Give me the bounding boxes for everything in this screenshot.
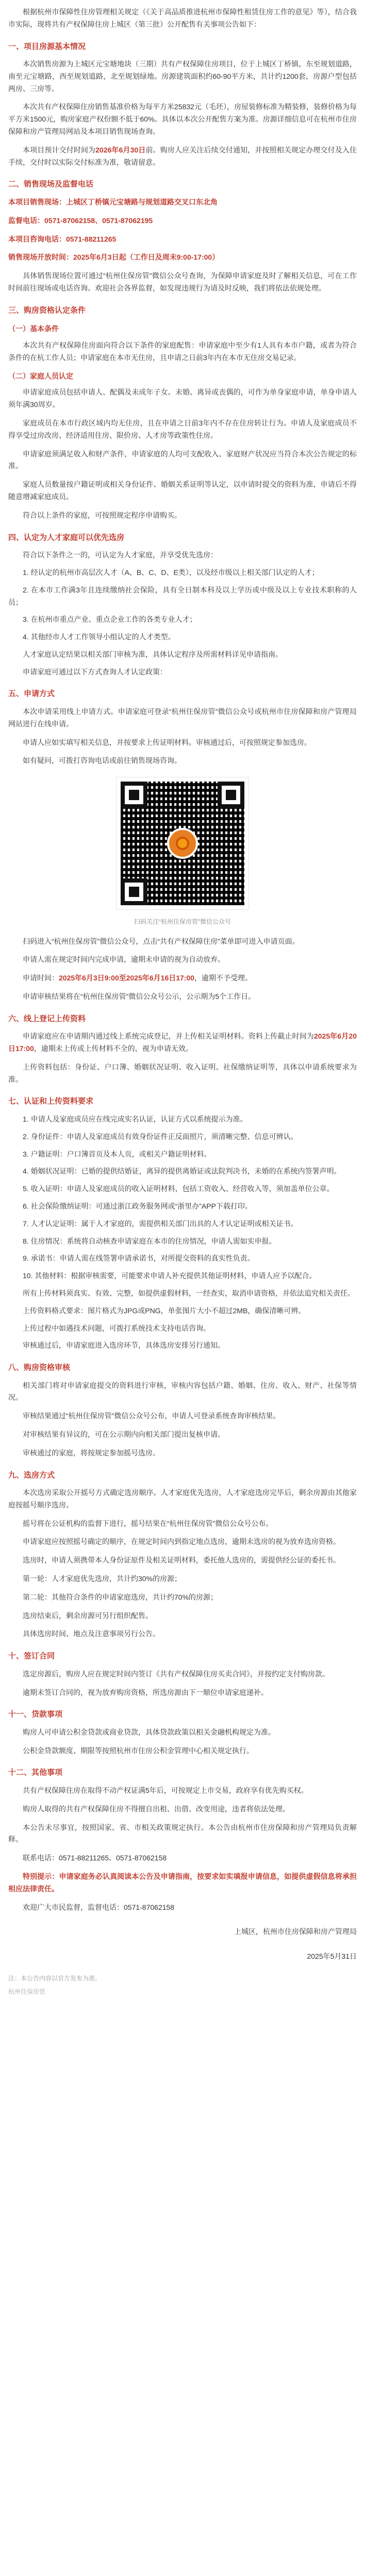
contract-paragraph-2: 逾期未签订合同的，视为放弃购房资格，所选房源由下一顺位申请家庭递补。 xyxy=(23,1688,268,1697)
other-paragraph-6: 欢迎广大市民监督，监督电话：0571-87062158 xyxy=(23,1903,175,1911)
section-title-sales: 二、销售现场及监督电话 xyxy=(8,180,94,189)
selection-paragraph-1: 本次选房采取公开摇号方式确定选房顺序。人才家庭优先选房，人才家庭选房完毕后，剩余房源由其他家庭按摇号顺序选房。 xyxy=(8,1488,357,1509)
qr-after-paragraph: 扫码进入“杭州住保房管”微信公众号，点击“共有产权保障住房”菜单即可进入申请页面。 xyxy=(23,937,300,945)
selection-paragraph-6: 具体选房时间、地点及注意事项另行公告。 xyxy=(23,1630,160,1638)
requirement-item: 2. 身份证件：申请人及家庭成员有效身份证件正反面照片，须清晰完整、信息可辨认。 xyxy=(23,1132,298,1141)
section-title-apply: 五、申请方式 xyxy=(8,689,55,699)
eligibility-paragraph-2: 申请家庭成员包括申请人、配偶及未成年子女。未婚、离异或丧偶的，可作为单身家庭申请，单身申请人须年满30周岁。 xyxy=(8,388,357,409)
qr-code-wrapper xyxy=(8,777,357,909)
project-paragraph-2: 本次共有产权保障住房销售基准价格为每平方米25832元（毛坯），房屋装修标准为精装修，装修价格为每平方米1500元，购房家庭产权份额不低于60%。具体以本次公开配售方案为准。房源详细信息可在杭州市住房保障和房产管理局网站及本项目销售现场查询。 xyxy=(8,103,357,136)
requirement-paragraph: 上传过程中如遇技术问题，可拨打系统技术支持电话咨询。 xyxy=(23,1324,210,1332)
apply-time-highlight: 2025年6月3日9:00至2025年6月16日17:00 xyxy=(59,974,195,982)
section-title-upload: 六、线上登记上传资料 xyxy=(8,1014,86,1023)
talent-paragraph-3: 申请家庭可通过以下方式查询人才认定政策： xyxy=(23,667,167,676)
eligibility-paragraph-3: 家庭成员在本市行政区域内均无住房，且在申请之日前3年内不存在住房转让行为。申请人及家庭成员不得享受过房改房、经济适用住房、限价房、人才房等政策性住房。 xyxy=(8,419,357,439)
loan-paragraph-2: 公积金贷款额度、期限等按照杭州市住房公积金管理中心相关规定执行。 xyxy=(23,1746,254,1755)
sales-open-time: 销售现场开放时间：2025年6月3日起（工作日及周末9:00-17:00） xyxy=(8,253,220,262)
review-paragraph-2: 审核结果通过“杭州住保房管”微信公众号公布，申请人可登录系统查询审核结果。 xyxy=(23,1412,280,1420)
requirement-item: 10. 其他材料：根据审核需要，可能要求申请人补充提供其他证明材料，申请人应予以配合。 xyxy=(23,1272,317,1280)
upload-paragraph-1: 申请家庭应在申请期内通过线上系统完成登记，并上传相关证明材料。资料上传截止时间为2025年6月20日17:00，逾期未上传或上传材料不全的，视为申请无效。 xyxy=(8,1032,357,1053)
signature-date: 2025年5月31日 xyxy=(307,1952,357,1961)
delivery-date-highlight: 2026年6月30日 xyxy=(95,145,146,154)
sales-location: 本项目销售现场：上城区丁桥镇元宝塘路与规划道路交叉口东北角 xyxy=(8,197,218,206)
supervision-phone: 监督电话：0571-87062158、0571-87062195 xyxy=(8,216,153,225)
requirement-item: 7. 人才认定证明：属于人才家庭的，需提供相关部门出具的人才认定证明或相关证书。 xyxy=(23,1219,298,1228)
other-paragraph-5: 特别提示：申请家庭务必认真阅读本公告及申请指南，按要求如实填报申请信息，如提供虚假信息将承担相应法律责任。 xyxy=(8,1872,357,1893)
requirement-paragraph: 审核通过后，申请家庭进入选房环节，具体选房安排另行通知。 xyxy=(23,1341,225,1350)
section-title-other: 十二、其他事项 xyxy=(8,1768,63,1777)
footer-source: 杭州住保房管 xyxy=(8,1988,46,1996)
requirement-paragraph: 上传资料格式要求：图片格式为JPG或PNG，单张图片大小不超过2MB，确保清晰可辨。 xyxy=(23,1306,306,1315)
project-paragraph-1: 本次销售房源为上城区元宝塘地块（三期）共有产权保障住房项目，位于上城区丁桥镇，东至规划道路，南至元宝塘路，西至规划道路，北至规划绿地。房源建筑面积约60-90平方米，共计约1200套，房源户型包括两房、三房等。 xyxy=(8,60,357,93)
apply-paragraph-2: 申请人应如实填写相关信息，并按要求上传证明材料。审核通过后，可按照规定参加选房。 xyxy=(23,738,311,747)
talent-item-4: 4. 其他经市人才工作领导小组认定的人才类型。 xyxy=(23,633,175,641)
eligibility-paragraph-4: 申请家庭须满足收入和财产条件，申请家庭的人均可支配收入、家庭财产状况应当符合本次公告规定的标准。 xyxy=(8,449,357,470)
qr-caption: 扫码关注“杭州住保房管”微信公众号 xyxy=(134,918,231,926)
contract-paragraph-1: 选定房源后，购房人应在规定时间内签订《共有产权保障住房买卖合同》，并按约定支付购房款。 xyxy=(23,1669,329,1678)
sub-title-basic: （一）基本条件 xyxy=(8,325,59,333)
project-paragraph-3: 本项目预计交付时间为2026年6月30日前。购房人应关注后续交付通知，并按照相关规定办理交付及入住手续，交付时以实际交付标准为准，敬请留意。 xyxy=(8,145,357,166)
section-title-eligibility: 三、购房资格认定条件 xyxy=(8,306,86,315)
apply-paragraph-1: 本次申请采用线上申请方式。申请家庭可登录“杭州住保房管”微信公众号或杭州市住房保障和房产管理局网站进行在线申请。 xyxy=(8,707,357,728)
section-title-loan: 十一、贷款事项 xyxy=(8,1710,63,1719)
eligibility-paragraph-1: 本次共有产权保障住房面向符合以下条件的家庭配售：申请家庭中至少有1人具有本市户籍，或者为符合条件的在杭工作人员；申请家庭在本市无住房，且申请之日前3年内在本市无住房交易记录。 xyxy=(8,341,357,362)
intro-paragraph: 根据杭州市保障性住房管理相关规定（《关于高品质推进杭州市保障性租赁住房工作的意见》等），结合我市实际，现将共有产权保障住房上城区（第三批）公开配售有关事项公告如下： xyxy=(8,8,357,28)
deadline-paragraph-1: 申请人需在规定时间内完成申请，逾期未申请的视为自动放弃。 xyxy=(23,955,225,964)
review-paragraph-4: 审核通过的家庭，将按规定参加摇号选房。 xyxy=(23,1448,160,1457)
sub-title-family: （二）家庭人员认定 xyxy=(8,371,73,380)
selection-round-1: 第一轮：人才家庭优先选房，共计约30%的房源； xyxy=(23,1574,182,1583)
qr-finder-icon xyxy=(218,782,244,808)
talent-paragraph-1: 符合以下条件之一的，可认定为人才家庭，并享受优先选房： xyxy=(23,551,218,560)
talent-paragraph-2: 人才家庭认定结果以相关部门审核为准，具体认定程序及所需材料详见申请指南。 xyxy=(23,650,283,658)
selection-paragraph-2: 摇号将在公证机构的监督下进行，摇号结果在“杭州住保房管”微信公众号公布。 xyxy=(23,1519,273,1528)
talent-item-3: 3. 在杭州市重点产业、重点企业工作的各类专业人才； xyxy=(23,615,197,624)
eligibility-paragraph-5: 家庭人员数量按户籍证明或相关身份证件、婚姻关系证明等认定，以申请时提交的资料为准，申请后不得随意增减家庭成员。 xyxy=(8,480,357,501)
requirement-item: 4. 婚姻状况证明：已婚的提供结婚证，离异的提供离婚证或法院判决书，未婚的在系统内签署声明。 xyxy=(23,1167,341,1176)
requirement-item: 9. 承诺书：申请人需在线签署申请承诺书，对所提交资料的真实性负责。 xyxy=(23,1254,255,1263)
qr-finder-icon xyxy=(121,782,147,808)
other-paragraph-3: 本公告未尽事宜，按照国家、省、市相关政策规定执行。本公告由杭州市住房保障和房产管理局负责解释。 xyxy=(8,1823,357,1844)
selection-paragraph-4: 选房时，申请人须携带本人身份证原件及相关证明材料，委托他人选房的，需提供经公证的委托书。 xyxy=(23,1556,340,1565)
apply-paragraph-3: 如有疑问，可拨打咨询电话或前往销售现场咨询。 xyxy=(23,756,181,765)
other-paragraph-4: 联系电话：0571-88211265、0571-87062158 xyxy=(23,1854,167,1862)
sales-paragraph: 具体销售现场位置可通过“杭州住保房管”微信公众号查询，为保障申请家庭及时了解相关信息，可在工作时间前往现场或电话咨询。欢迎社会各界监督，如发现违规行为请及时反映，我们将依法依规处理。 xyxy=(8,272,357,292)
talent-list xyxy=(8,549,357,678)
special-notice-highlight: 申请家庭务必认真阅读本公告及申请指南，按要求如实填报申请信息，如提供虚假信息将承担相应法律责任。 xyxy=(8,1872,357,1893)
selection-round-2: 第二轮：其他符合条件的申请家庭选房，共计约70%的房源； xyxy=(23,1592,218,1601)
section-title-project: 一、项目房源基本情况 xyxy=(8,42,86,51)
requirement-item: 1. 申请人及家庭成员应在线完成实名认证，认证方式以系统提示为准。 xyxy=(23,1114,247,1123)
review-paragraph-3: 对审核结果有异议的，可在公示期内向相关部门提出复核申请。 xyxy=(23,1430,225,1438)
deadline-paragraph-2: 申请时间：2025年6月3日9:00至2025年6月16日17:00，逾期不予受理。 xyxy=(23,974,253,982)
upload-paragraph-2: 上传资料包括：身份证、户口簿、婚姻状况证明、收入证明、社保缴纳证明等，具体以申请系统要求为准。 xyxy=(8,1062,357,1083)
requirement-item: 8. 住房情况：系统将自动核查申请家庭在本市的住房情况，申请人需如实申报。 xyxy=(23,1236,276,1245)
selection-paragraph-5: 选房结束后，剩余房源可另行组织配售。 xyxy=(23,1611,153,1620)
deadline-paragraph-3: 申请审核结果将在“杭州住保房管”微信公众号公示，公示期为5个工作日。 xyxy=(23,992,256,1001)
selection-paragraph-3: 申请家庭应按照摇号确定的顺序，在规定时间内到指定地点选房，逾期未选房的视为放弃选房资格。 xyxy=(23,1537,340,1546)
section-title-requirements: 七、认证和上传资料要求 xyxy=(8,1097,94,1106)
section-title-contract: 十、签订合同 xyxy=(8,1652,55,1661)
eligibility-paragraph-6: 符合以上条件的家庭，可按照规定程序申请购买。 xyxy=(23,511,181,519)
review-paragraph-1: 相关部门将对申请家庭提交的资料进行审核，审核内容包括户籍、婚姻、住房、收入、财产、社保等情况。 xyxy=(8,1381,357,1402)
loan-paragraph-1: 购房人可申请公积金贷款或商业贷款，具体贷款政策以相关金融机构规定为准。 xyxy=(23,1727,275,1736)
other-paragraph-1: 共有产权保障住房在取得不动产权证满5年后，可按规定上市交易，政府享有优先购买权。 xyxy=(23,1786,308,1794)
qr-finder-icon xyxy=(121,878,147,905)
section-title-review: 八、购房资格审核 xyxy=(8,1363,71,1372)
talent-item-2: 2. 在本市工作满3年且连续缴纳社会保险，具有全日制本科及以上学历或中级及以上专业技术职称的人员； xyxy=(8,585,357,606)
requirements-list xyxy=(8,1113,357,1352)
qr-logo-icon xyxy=(167,828,198,859)
requirement-item: 3. 户籍证明：户口簿首页及本人页，或相关户籍证明材料。 xyxy=(23,1149,211,1158)
section-title-talent: 四、认定为人才家庭可以优先选房 xyxy=(8,533,125,542)
upload-deadline-highlight: 2025年6月20日17:00 xyxy=(8,1032,357,1053)
requirement-item: 6. 社会保险缴纳证明：可通过浙江政务服务网或“浙里办”APP下载打印。 xyxy=(23,1201,252,1210)
other-paragraph-2: 购房人取得的共有产权保障住房不得擅自出租、出借、改变用途，违者将依法处理。 xyxy=(23,1804,290,1813)
section-title-selection: 九、选房方式 xyxy=(8,1470,55,1480)
requirement-paragraph: 所有上传材料须真实、有效、完整，如提供虚假材料，一经查实，取消申请资格，并依法追究相关责任。 xyxy=(23,1289,355,1297)
footnote: 注：本公告内容以官方发布为准。 xyxy=(8,1974,102,1982)
requirement-item: 5. 收入证明：申请人及家庭成员的收入证明材料，包括工资收入、经营收入等，须加盖单位公章。 xyxy=(23,1184,334,1193)
qr-code-icon[interactable] xyxy=(117,777,248,909)
consult-phone: 本项目咨询电话：0571-88211265 xyxy=(8,234,117,243)
talent-item-1: 1. 经认定的杭州市高层次人才（A、B、C、D、E类），以及经市级以上相关部门认定的人才； xyxy=(23,568,319,577)
signature-org: 上城区，杭州市住房保障和房产管理局 xyxy=(234,1927,357,1936)
